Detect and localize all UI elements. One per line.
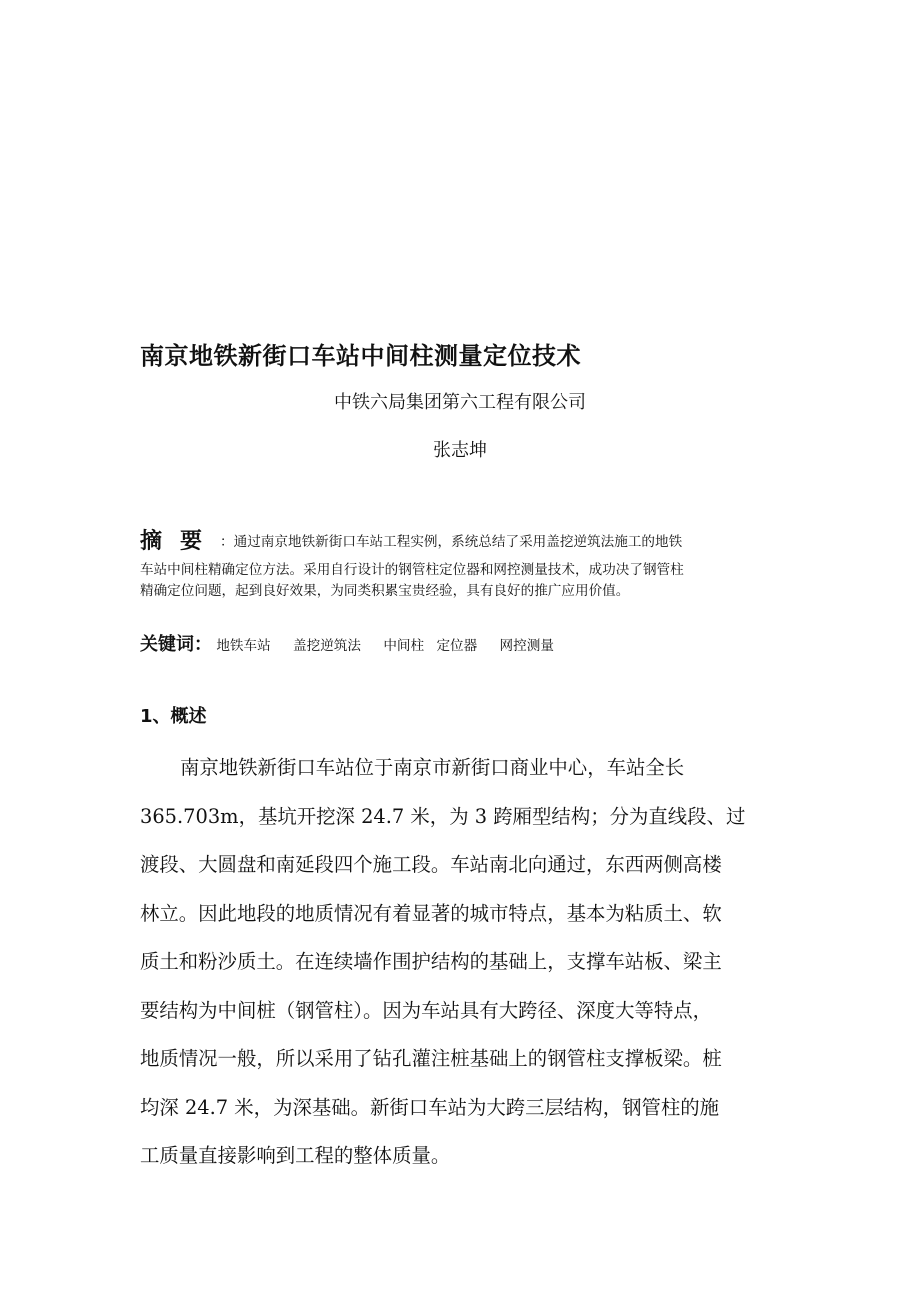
section-heading: 1、概述: [140, 706, 207, 727]
body-line: 南京地铁新街口车站位于南京市新街口商业中心，车站全长: [180, 756, 685, 779]
abstract-colon: ：: [220, 534, 234, 550]
organization-text: 中铁六局集团第六工程有限公司: [334, 392, 586, 413]
body-line: 均深 24.7 米，为深基础。新街口车站为大跨三层结构，钢管柱的施: [140, 1095, 720, 1119]
keyword-item: 中间柱: [383, 638, 425, 654]
body-line: 质土和粉沙质土。在连续墙作围护结构的基础上，支撑车站板、梁主: [140, 950, 722, 973]
document-title: 南京地铁新街口车站中间柱测量定位技术: [140, 342, 581, 370]
abstract-line-1: 通过南京地铁新街口车站工程实例，系统总结了采用盖挖逆筑法施工的地铁: [233, 534, 683, 550]
section-body: [140, 744, 780, 1181]
abstract-line-3: 精确定位问题，起到良好效果，为同类积累宝贵经验，具有良好的推广应用价值。: [140, 583, 630, 599]
keyword-item: 定位器: [436, 638, 478, 654]
keywords-heading: 关键词：: [140, 634, 212, 655]
body-line: 要结构为中间桩（钢管柱）。因为车站具有大跨径、深度大等特点，: [140, 998, 713, 1022]
abstract-heading: 摘要: [140, 529, 221, 554]
abstract-block: [140, 528, 784, 602]
body-line: 林立。因此地段的地质情况有着显著的城市特点，基本为粘质土、软: [140, 901, 722, 925]
organization-name: [0, 388, 920, 414]
body-line: 365.703m，基坑开挖深 24.7 米，为 3 跨厢型结构；分为直线段、过: [140, 804, 746, 828]
body-line: 渡段、大圆盘和南延段四个施工段。车站南北向通过，东西两侧高楼: [140, 853, 722, 876]
keyword-item: 网控测量: [499, 638, 554, 654]
author-name: 张志坤: [433, 440, 487, 461]
keyword-item: 盖挖逆筑法: [293, 638, 361, 654]
body-line: 工质量直接影响到工程的整体质量。: [140, 1144, 451, 1167]
keywords-block: [140, 630, 572, 656]
abstract-line-2: 车站中间柱精确定位方法。采用自行设计的钢管柱定位器和网控测量技术，成功决了钢管柱: [140, 562, 684, 578]
keyword-item: 地铁车站: [216, 638, 271, 654]
body-line: 地质情况一般，所以采用了钻孔灌注桩基础上的钢管柱支撑板梁。桩: [140, 1047, 722, 1070]
